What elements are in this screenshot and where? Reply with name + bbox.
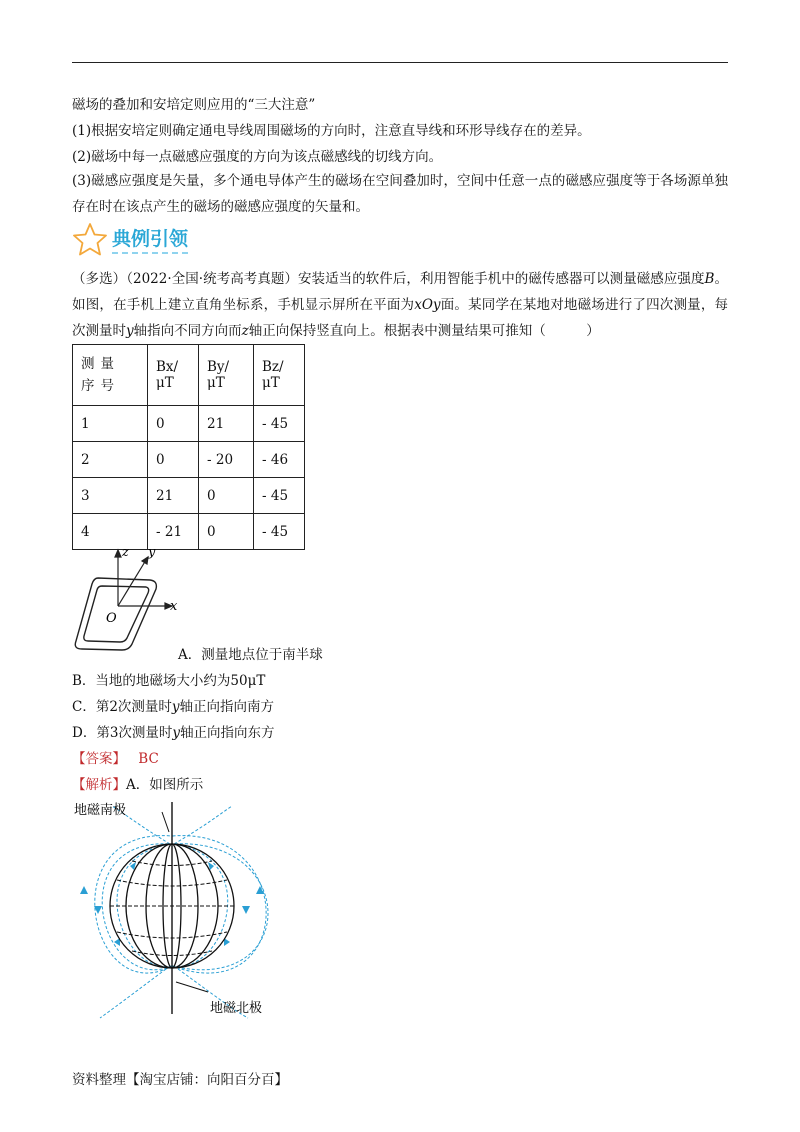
y-axis-label: y: [148, 546, 156, 560]
origin-label: O: [106, 611, 117, 626]
notes-title: 磁场的叠加和安培定则应用的“三大注意”: [72, 97, 316, 113]
measurement-table: [72, 344, 305, 550]
phone-axes-figure: [70, 546, 190, 656]
question-text: （多选）（2022·全国·统考高考真题）安装适当的软件后，利用智能手机中的磁传感器可以测量磁感应强度B。如图，在手机上建立直角坐标系，手机显示屏所在平面为xOy面。某同学在某地对地磁场进行了四次测量，每次测量时y轴指向不同方向而z轴正向保持竖直向上。根据表中测量结果可推知（ ）: [72, 271, 729, 339]
table-header-row: [73, 345, 305, 406]
answer-label: 【答案】: [72, 751, 126, 767]
header-cell: By/μT: [199, 345, 254, 406]
answer-line: [72, 750, 159, 768]
header-cell: Bz/μT: [254, 345, 305, 406]
north-pole-label: 地磁北极: [210, 1001, 263, 1016]
option-a: A．测量地点位于南半球: [178, 647, 323, 663]
footer-text: 资料整理【淘宝店铺：向阳百分百】: [72, 1072, 288, 1088]
table-cell: 0: [199, 478, 254, 514]
answer-value: BC: [138, 751, 159, 767]
table-cell: 0: [199, 514, 254, 550]
table-row: [73, 406, 305, 442]
table-cell: 21: [199, 406, 254, 442]
header-cell: 测量序号: [73, 345, 148, 406]
table-cell: 3: [73, 478, 148, 514]
table-cell: - 45: [254, 514, 305, 550]
star-icon: [72, 222, 108, 256]
analysis-line: [72, 776, 203, 794]
table-cell: 0: [148, 406, 199, 442]
note-item-3: (3)磁感应强度是矢量，多个通电导体产生的磁场在空间叠加时，空间中任意一点的磁感应强度等于各场源单独存在时在该点产生的磁场的磁感应强度的矢量和。: [72, 173, 728, 215]
table-cell: 0: [148, 442, 199, 478]
table-cell: 4: [73, 514, 148, 550]
south-pole-label: 地磁南极: [74, 803, 127, 818]
table-cell: - 21: [148, 514, 199, 550]
table-row: [73, 442, 305, 478]
option-d: D．第3次测量时y轴正向指向东方: [72, 725, 275, 741]
header-cell: Bx/μT: [148, 345, 199, 406]
analysis-text: A．如图所示: [126, 777, 204, 793]
table-cell: - 45: [254, 406, 305, 442]
z-axis-label: z: [122, 546, 129, 560]
header-rule: [72, 62, 728, 63]
table-cell: - 46: [254, 442, 305, 478]
section-heading: [72, 222, 188, 256]
table-cell: 21: [148, 478, 199, 514]
table-row: [73, 514, 305, 550]
table-cell: 1: [73, 406, 148, 442]
table-row: [73, 478, 305, 514]
table-cell: - 45: [254, 478, 305, 514]
option-c: C．第2次测量时y轴正向指向南方: [72, 699, 275, 715]
note-item-1: (1)根据安培定则确定通电导线周围磁场的方向时，注意直导线和环形导线存在的差异。: [72, 123, 591, 139]
earth-magnetic-field-figure: [70, 796, 280, 1026]
table-cell: - 20: [199, 442, 254, 478]
x-axis-label: x: [170, 599, 178, 614]
option-b: B．当地的地磁场大小约为50μT: [72, 673, 266, 689]
note-item-2: (2)磁场中每一点磁感应强度的方向为该点磁感线的切线方向。: [72, 149, 443, 165]
section-heading-text: 典例引领: [112, 224, 188, 254]
table-cell: 2: [73, 442, 148, 478]
analysis-label: 【解析】: [72, 777, 126, 793]
